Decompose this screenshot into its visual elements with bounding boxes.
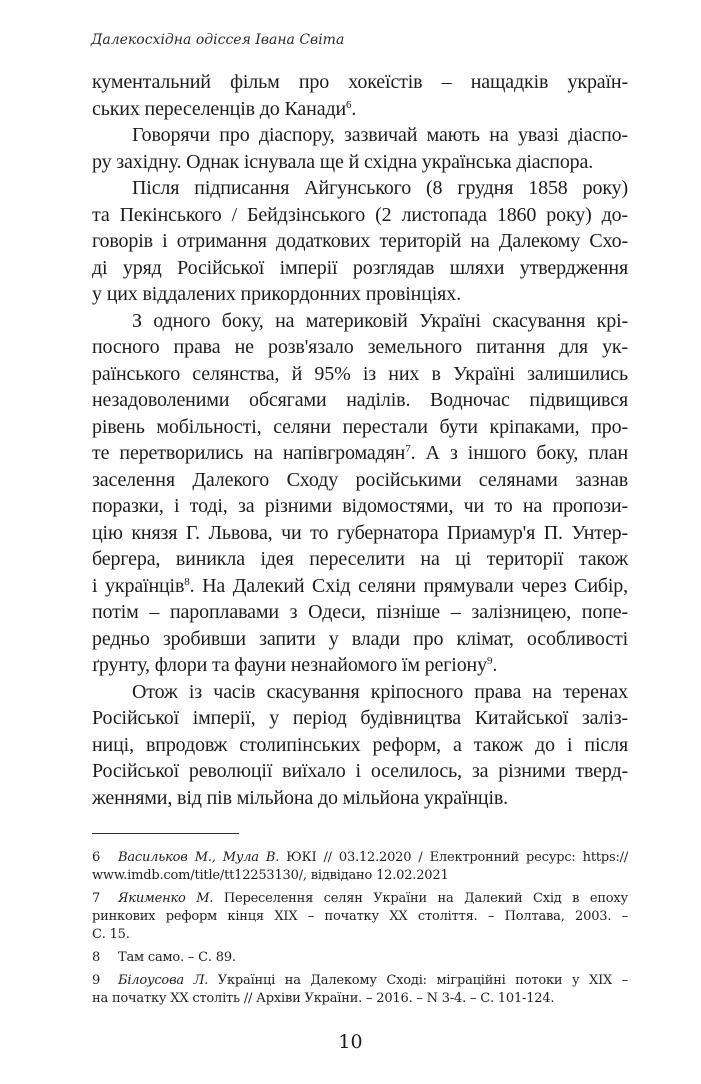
footnote-number: 8: [92, 950, 101, 965]
footnote-text: ЮКІ // 03.12.2020 / Електронний ресурс: https://: [279, 850, 629, 865]
footnote-line[interactable]: www.imdb.com/title/tt12253130/, відвідано 12.02.2021: [92, 868, 449, 883]
text-line: редньо зробивши запити у влади про клімат, особливості: [92, 627, 628, 650]
footnote-line: [92, 949, 628, 967]
text-line: женнями, від пів мільйона до мільйона українців.: [92, 786, 509, 809]
paragraph: [92, 122, 628, 175]
text-line: Після підписання Айгунського (8 грудня 1858 року): [132, 177, 628, 199]
footnote-9: [92, 972, 628, 1008]
footnote-6: [92, 849, 628, 885]
footnote-7: [92, 890, 628, 944]
text-line: [92, 440, 628, 467]
text-fragment: ґрунту, флори та фауни незнайомого їм регіону: [92, 654, 487, 676]
text-line: бергера, виникла ідея переселити на ці території також: [92, 548, 628, 570]
text-line: ді уряд Російської імперії розглядав шляхи утвердження: [92, 256, 628, 279]
text-fragment: . На Далекий Схід селяни прямували через Сибір,: [189, 574, 628, 597]
footnote-line: ринкових реформ кінця XIX – початку XX століття. – Полтава, 2003. –: [92, 909, 628, 924]
text-line: говорів і отримання додаткових територій на Далекому Схо-: [92, 230, 628, 252]
text-line: у цих віддалених прикордонних провінціях.: [92, 283, 461, 305]
footnote-line: [92, 890, 628, 908]
footnote-number: 7: [92, 891, 101, 906]
text-fragment: .: [351, 97, 357, 120]
footnote-line: [92, 849, 628, 867]
footnote-line: С. 15.: [92, 927, 130, 942]
text-line: [92, 96, 628, 123]
text-fragment: те перетворились на напівгромадян: [92, 442, 406, 464]
footnote-number: 9: [92, 973, 101, 988]
footnote-number: 6: [92, 850, 101, 865]
text-line: ру західну. Однак існувала ще й східна українська діаспора.: [92, 150, 594, 173]
text-line: [92, 652, 628, 679]
text-line: заселення Далекого Сходу російськими селянами зазнав: [92, 468, 628, 491]
text-fragment: . А з іншого боку, план: [410, 442, 629, 464]
footnote-text: Українці на Далекому Сході: міграційні потоки у XIX –: [208, 973, 628, 988]
footnote-author: Васильков М., Мула В.: [118, 850, 280, 865]
text-line: [92, 573, 628, 600]
text-line: цію князя Г. Львова, чи то губернатора Приамур'я П. Унтер-: [92, 521, 628, 544]
text-line: З одного боку, на материковій Україні скасування крі-: [132, 309, 628, 332]
footnote-8: [92, 949, 628, 967]
footnote-line: на початку XX століть // Архіви України. – 2016. – N 3-4. – С. 101-124.: [92, 991, 555, 1006]
text-line: Російської революції виїхало і оселилось, за різними тверд-: [92, 760, 628, 782]
footnote-text: Переселення селян України на Далекий Схід в епоху: [213, 891, 628, 906]
paragraph: [92, 175, 628, 308]
footnote-line: [92, 972, 628, 990]
footnote-ref[interactable]: 6: [346, 98, 352, 111]
text-line: рівень мобільності, селяни перестали бути кріпаками, про-: [92, 415, 628, 438]
footnote-ref[interactable]: 9: [486, 655, 493, 667]
text-line: Говорячи про діаспору, зазвичай мають на увазі діаспо-: [132, 124, 628, 146]
footnote-ref[interactable]: 8: [184, 575, 190, 588]
text-line: посного права не розв'язало земельного питання для ук-: [92, 336, 628, 358]
paragraph: [92, 679, 628, 812]
paragraph: [92, 308, 628, 679]
text-fragment: ських переселенців до Канади: [92, 97, 347, 120]
paragraph: [92, 69, 628, 122]
text-fragment: і українців: [92, 574, 185, 597]
text-line: раїнського селянства, й 95% із них в Україні залишились: [92, 362, 628, 385]
text-line: Отож із часів скасування кріпосного права на теренах: [132, 680, 628, 703]
text-line: потім – пароплавами з Одеси, пізніше – залізницею, попе-: [92, 601, 628, 623]
footnote-separator: [92, 833, 239, 834]
text-line: незадоволеними обсягами наділів. Водночас підвищився: [92, 389, 628, 411]
text-line: кументальний фільм про хокеїстів – нащадків україн-: [92, 71, 628, 93]
footnotes: [92, 849, 628, 1008]
text-line: Російської імперії, у період будівництва Китайської заліз-: [92, 707, 628, 729]
footnote-author: Білоусова Л.: [118, 973, 209, 988]
text-fragment: .: [492, 654, 498, 676]
running-head: Далекосхідна одіссея Івана Світа: [91, 32, 345, 48]
footnote-text: Там само. – С. 89.: [118, 950, 236, 965]
footnote-author: Якименко М.: [118, 891, 214, 906]
text-line: та Пекінського / Бейдзінського (2 листопада 1860 року) до-: [92, 203, 628, 226]
page-number: 10: [338, 1031, 363, 1053]
text-line: ниці, впродовж столипінських реформ, а також до і після: [92, 733, 628, 756]
body-text: [92, 69, 628, 811]
footnote-ref[interactable]: 7: [405, 443, 411, 455]
text-line: поразки, і тоді, за різними відомостями, чи то на пропози-: [92, 495, 628, 517]
